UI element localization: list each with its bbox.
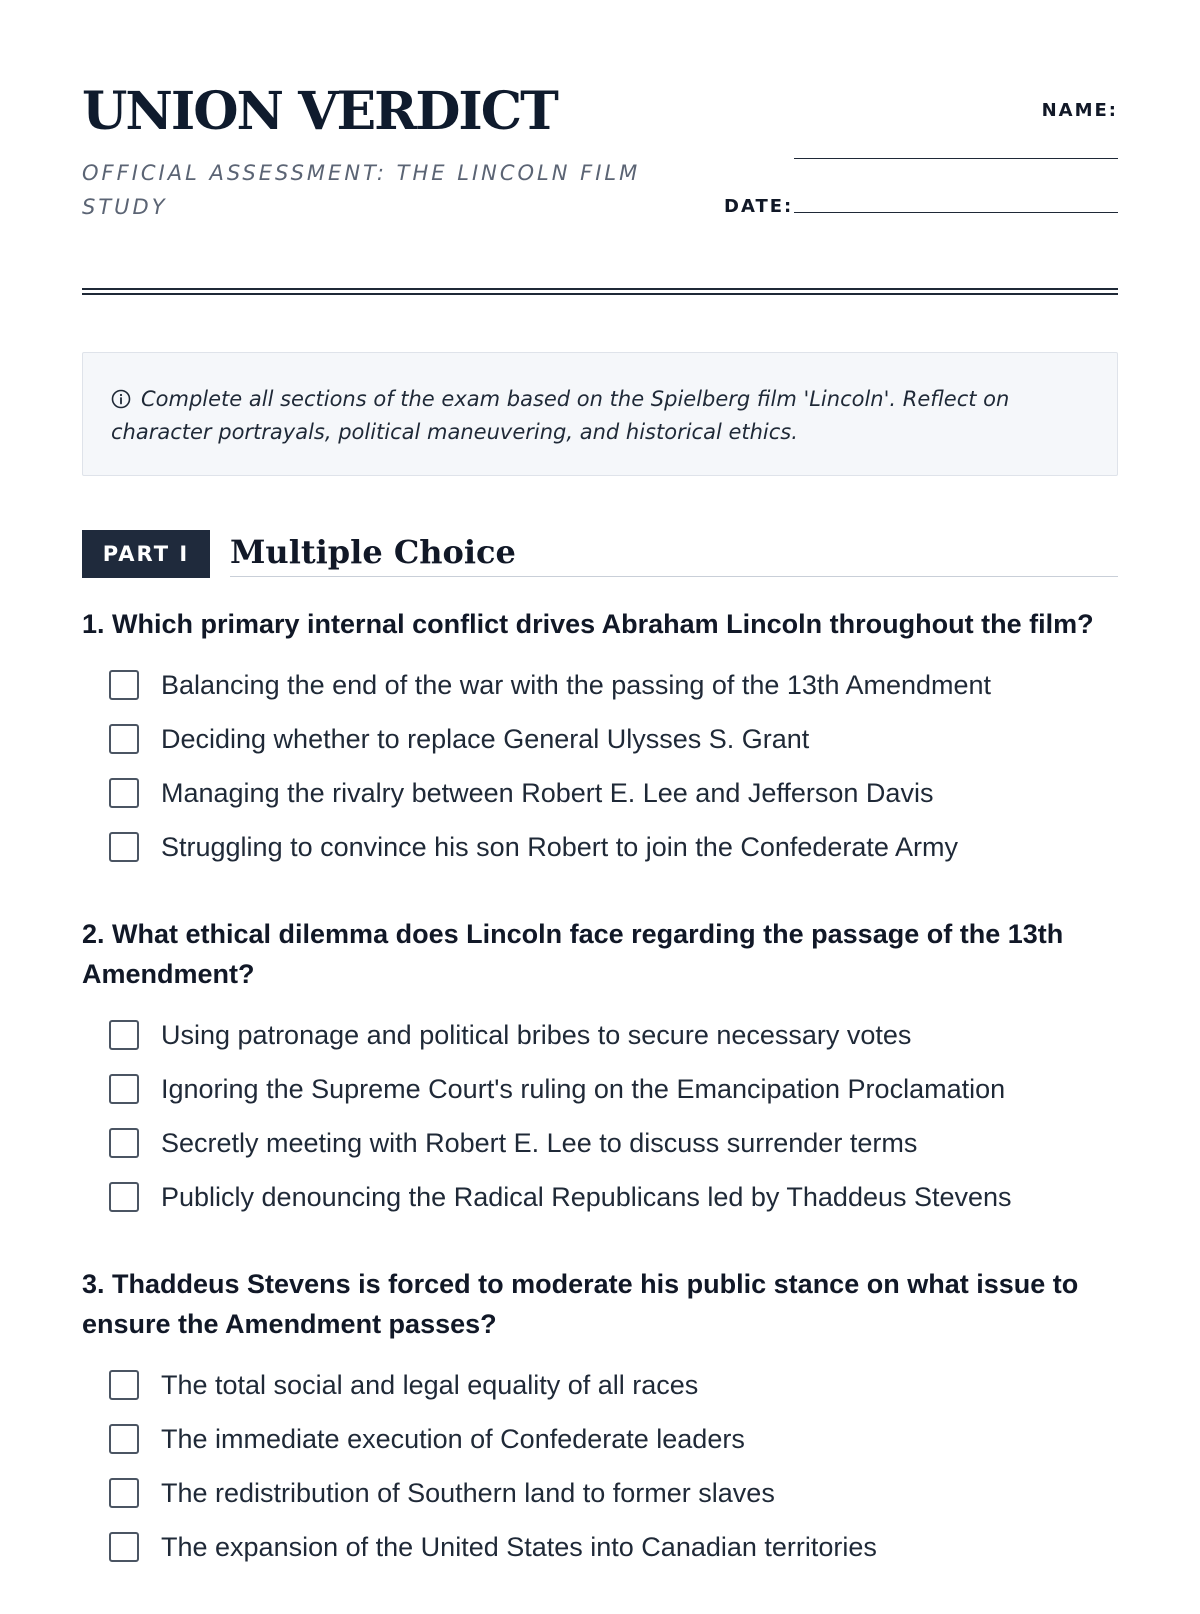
answer-checkbox[interactable]: [109, 1424, 139, 1454]
answer-checkbox[interactable]: [109, 670, 139, 700]
header-divider: [82, 288, 1118, 295]
answer-checkbox[interactable]: [109, 1128, 139, 1158]
answer-label: Deciding whether to replace General Ulysses S. Grant: [161, 723, 810, 754]
answer-option[interactable]: [82, 1170, 1140, 1224]
answer-label: The redistribution of Southern land to former slaves: [161, 1477, 775, 1508]
answer-label: The expansion of the United States into Canadian territories: [161, 1531, 877, 1562]
answer-option[interactable]: [82, 1520, 1140, 1574]
answer-checkbox[interactable]: [109, 1182, 139, 1212]
question-3: [82, 1264, 1140, 1574]
name-label: NAME:: [1041, 100, 1118, 121]
answer-checkbox[interactable]: [109, 1074, 139, 1104]
answer-label: Using patronage and political bribes to secure necessary votes: [161, 1019, 912, 1050]
answer-checkbox[interactable]: [109, 832, 139, 862]
name-field-line[interactable]: [794, 158, 1118, 159]
part-title: Multiple Choice: [230, 530, 1118, 577]
answer-label: Publicly denouncing the Radical Republicans led by Thaddeus Stevens: [161, 1181, 1012, 1212]
part-header: [82, 530, 1118, 578]
answer-option[interactable]: [82, 820, 1140, 874]
answer-checkbox[interactable]: [109, 778, 139, 808]
answer-checkbox[interactable]: [109, 1532, 139, 1562]
date-field-line[interactable]: [794, 212, 1118, 213]
question-1: [82, 604, 1140, 874]
answer-option[interactable]: [82, 1116, 1140, 1170]
answer-checkbox[interactable]: [109, 1478, 139, 1508]
answer-label: Ignoring the Supreme Court's ruling on the Emancipation Proclamation: [161, 1073, 1006, 1104]
answer-option[interactable]: [82, 1358, 1140, 1412]
exam-header: [82, 0, 1118, 300]
info-icon: [111, 389, 131, 409]
answer-label: Managing the rivalry between Robert E. Lee and Jefferson Davis: [161, 777, 934, 808]
answer-label: The immediate execution of Confederate leaders: [161, 1423, 745, 1454]
answer-option[interactable]: [82, 766, 1140, 820]
answer-option[interactable]: [82, 1412, 1140, 1466]
date-label: DATE:: [724, 196, 794, 217]
question-text: 1. Which primary internal conflict drives Abraham Lincoln throughout the film?: [82, 609, 1094, 639]
answer-option[interactable]: [82, 1062, 1140, 1116]
answer-label: Struggling to convince his son Robert to join the Confederate Army: [161, 831, 958, 862]
answer-checkbox[interactable]: [109, 1370, 139, 1400]
exam-title: UNION VERDICT: [82, 81, 557, 142]
instructions-text: Complete all sections of the exam based on the Spielberg film 'Lincoln'. Reflect on character portrayals, political maneuvering, and historical ethics.: [111, 387, 1010, 444]
answer-checkbox[interactable]: [109, 1020, 139, 1050]
answer-label: Secretly meeting with Robert E. Lee to discuss surrender terms: [161, 1127, 918, 1158]
answer-option[interactable]: [82, 658, 1140, 712]
answer-label: The total social and legal equality of all races: [161, 1369, 699, 1400]
answer-option[interactable]: [82, 1466, 1140, 1520]
answer-option[interactable]: [82, 712, 1140, 766]
answer-label: Balancing the end of the war with the passing of the 13th Amendment: [161, 669, 992, 700]
question-text: 2. What ethical dilemma does Lincoln face regarding the passage of the 13th Amendment?: [82, 919, 1064, 989]
answer-checkbox[interactable]: [109, 724, 139, 754]
question-list: [82, 604, 1140, 1614]
exam-subtitle: OFFICIAL ASSESSMENT: THE LINCOLN FILM STUDY: [82, 161, 641, 219]
answer-option[interactable]: [82, 1008, 1140, 1062]
instructions-panel: [82, 352, 1118, 476]
question-text: 3. Thaddeus Stevens is forced to moderate his public stance on what issue to ensure the Amendment passes?: [82, 1269, 1079, 1339]
part-badge: PART I: [82, 530, 210, 578]
question-2: [82, 914, 1140, 1224]
